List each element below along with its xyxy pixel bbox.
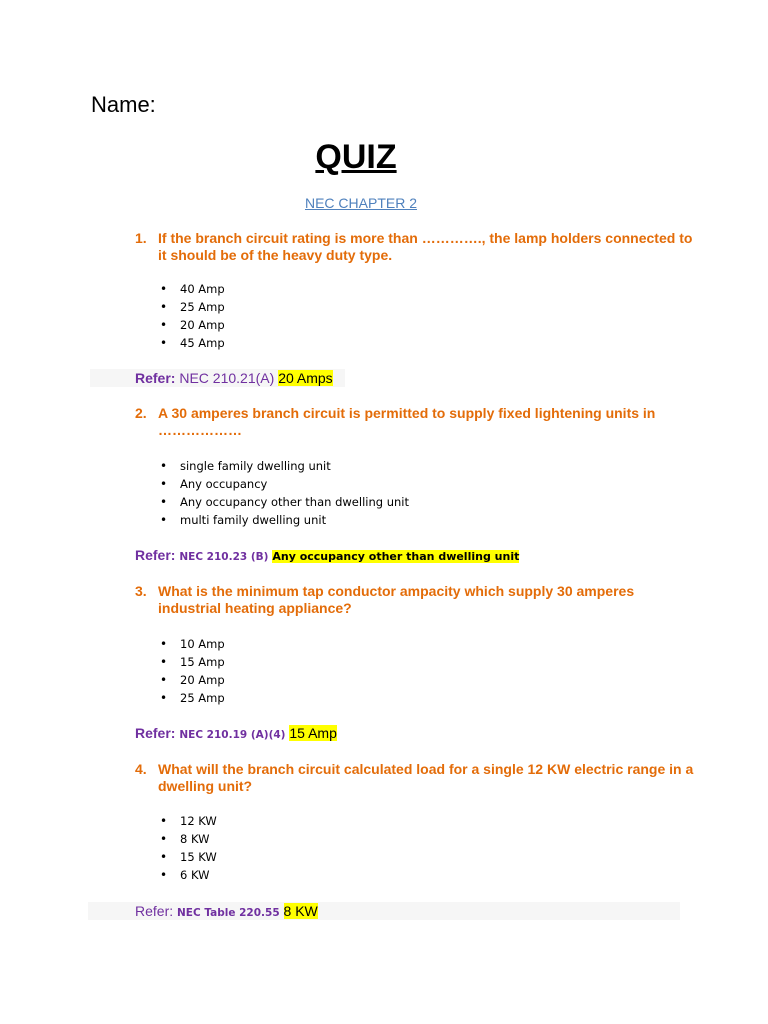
question-text: A 30 amperes branch circuit is permitted to supply fixed lightening units in ……………… (158, 405, 656, 438)
options-list-2 (160, 457, 409, 529)
question-text: What will the branch circuit calculated load for a single 12 KW electric range in a dwelling unit? (158, 761, 694, 794)
options-list-3 (160, 635, 225, 707)
quiz-title: QUIZ (315, 138, 397, 176)
option-item: • 8 KW (160, 830, 217, 848)
option-item: • 40 Amp (160, 280, 225, 298)
option-item: • 20 Amp (160, 316, 225, 334)
option-item: • single family dwelling unit (160, 457, 409, 475)
refer-label: Refer: (135, 547, 176, 563)
question-number: 4. (135, 761, 147, 777)
option-item: • 15 Amp (160, 653, 225, 671)
option-item: • 12 KW (160, 812, 217, 830)
refer-line-3 (135, 725, 337, 741)
question-text: What is the minimum tap conductor ampacity which supply 30 amperes industrial heating appliance? (158, 583, 635, 616)
refer-line-1 (135, 370, 333, 386)
option-item: • 10 Amp (160, 635, 225, 653)
answer-highlight: Any occupancy other than dwelling unit (272, 550, 520, 563)
question-1 (135, 230, 695, 264)
answer-highlight: 15 Amp (289, 725, 337, 741)
refer-label: Refer: (135, 370, 176, 386)
refer-label: Refer: (135, 725, 176, 741)
question-text: If the branch circuit rating is more than …………., the lamp holders connected to it should be of the heavy duty type. (158, 230, 693, 263)
refer-label: Refer: (135, 903, 174, 919)
option-item: • 15 KW (160, 848, 217, 866)
refer-code: NEC 210.23 (B) (179, 551, 269, 563)
option-item: • 25 Amp (160, 298, 225, 316)
option-item: • Any occupancy other than dwelling unit (160, 493, 409, 511)
option-item: • 25 Amp (160, 689, 225, 707)
answer-highlight: 8 KW (283, 903, 318, 919)
question-3 (135, 583, 695, 617)
refer-line-4 (135, 903, 318, 919)
refer-code: NEC 210.21(A) (179, 370, 275, 386)
refer-code: NEC 210.19 (A)(4) (179, 729, 286, 741)
option-item: • 6 KW (160, 866, 217, 884)
question-number: 2. (135, 405, 147, 421)
option-item: • 45 Amp (160, 334, 225, 352)
chapter-link[interactable]: NEC CHAPTER 2 (304, 195, 418, 211)
options-list-4 (160, 812, 217, 884)
answer-highlight: 20 Amps (278, 370, 333, 386)
question-number: 1. (135, 230, 147, 246)
option-item: • Any occupancy (160, 475, 409, 493)
refer-line-2 (135, 547, 519, 563)
question-2 (135, 405, 695, 439)
option-item: • 20 Amp (160, 671, 225, 689)
question-number: 3. (135, 583, 147, 599)
options-list-1 (160, 280, 225, 352)
name-label: Name: (91, 92, 156, 117)
option-item: • multi family dwelling unit (160, 511, 409, 529)
refer-code: NEC Table 220.55 (177, 907, 280, 919)
question-4 (135, 761, 695, 795)
